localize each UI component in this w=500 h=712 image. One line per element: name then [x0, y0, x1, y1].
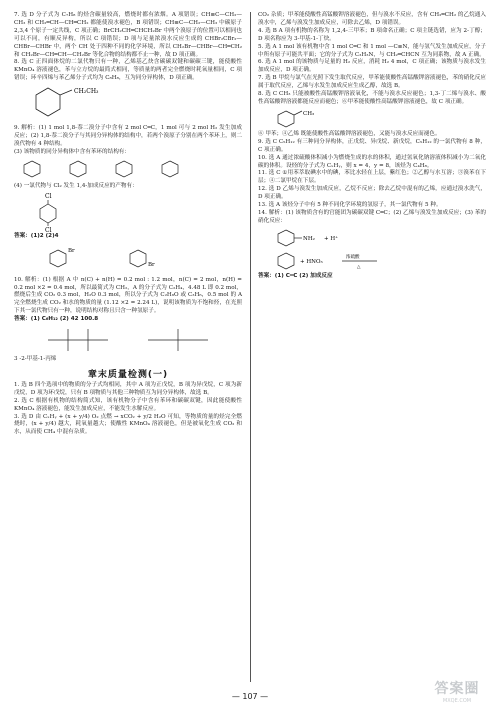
test-answer-8: 8. 选 C CH₃ 只能被酸性高锰酸钾溶液氧化，不能与溴水反应褪色；1,3-丁二烯与溴水、酸性高锰酸钾溶液都能反应而褪色；⑥甲苯能使酸性高锰酸钾溶液褪色，故 C 项正确。	[258, 91, 486, 105]
bromine-label: Br	[68, 247, 75, 254]
nitration-figure	[272, 250, 492, 272]
catalyst-label: 浓硫酸	[346, 254, 360, 260]
toluene-structure	[272, 108, 486, 130]
chlorine-label: Cl	[45, 226, 52, 232]
amine-label: NH₂	[303, 235, 315, 242]
page	[14, 12, 486, 684]
dichloro-figure	[28, 192, 88, 232]
section-title: 章末质量检测(一)	[87, 369, 169, 380]
chlorine-label: Cl	[45, 192, 52, 200]
test-answer-1: 1. 选 B 四个选项中的物质的分子式均相同，其中 A 项为正戊烷，B 项为异戊烷，C 项为新戊烷，D 项为环戊烷，只有 B 项物质与其他三种物质互为同分异构体，故选 B。	[14, 381, 242, 396]
answer-10: 10. 解析：(1) 根据 A 中 n(C) + n(H) = 0.2 mol : 1.2 mol，n(C) = 2 mol，n(H) = 0.2 mol ×2 = 0.4 mol，所以最简式为 CH₂，A 的分子式为 C₂H₄，4.48 L 即 0.2 mol，燃烧后生成 CO₂ 0.3 mol，H₂O 0.3 mol，所以分子式为 C₂H₆O 或 C₃H₆，0.5 mol 的 A 完全燃烧生成 CO₂ 和水的物质的量 (1.12 ×2 = 2.24 L)，说明该物质为不饱和烃，在光照下其一氯代物只有一种，说明结构对称且只含一种氢原子。	[14, 276, 242, 315]
isomer-structures	[18, 158, 242, 182]
test-answer-6: 6. 选 A 1 mol 的该物质与足量的 H₂ 反应，消耗 H₂ 4 mol，C 项正确；该物质与溴水发生加成反应，D 项正确。	[258, 59, 486, 74]
nitration-equation	[272, 250, 486, 272]
test-answer-9: 9. 选 C C₅H₁₂ 有三种同分异构体，正戊烷、异戊烷、新戊烷，C₅H₁₂ 的一氯代物有 8 种，C 项正确。	[258, 138, 486, 153]
watermark-url: MXQE.COM	[442, 698, 472, 704]
answer-9-part3: (3) 该物质的同分异构体中含有苯环的结构有：	[14, 148, 130, 155]
left-column	[14, 12, 242, 437]
aniline-structure	[272, 227, 486, 249]
answer-14-text: 答案：(1) C═C (2) 加成反应	[258, 272, 333, 279]
test-answer-14: 14. 解析：(1) 该物质含有的官能团为碳碳双键 C═C；(2) 乙烯与溴发生加成反应；(3) 苯的硝化反应：	[258, 209, 486, 224]
answer-9-part4: (4) 一氯代物与 Cl₂ 发生 1,4-加成反应的产物有：	[14, 182, 138, 189]
test-answer-7: 7. 选 B 甲烷与氯气在光照下发生取代反应，甲苯能使酸性高锰酸钾溶液褪色，苯的硝化反应属于取代反应，乙烯与水发生加成反应生成乙醇，故选 B。	[258, 75, 486, 90]
answer-14-key	[258, 273, 486, 281]
answer-10-key	[14, 316, 242, 324]
substituent-label: CH₂CH₃	[74, 88, 99, 96]
test-answer-12: 12. 选 D 乙烯与溴发生加成反应，乙烷不反应；除去乙烷中混有的乙烯，应通过溴水洗气，D 项正确。	[258, 186, 486, 201]
styrene-figure	[28, 84, 108, 118]
test-answer-13: 13. 选 A 该烃分子中有 5 种不同化学环境的氢原子，其一氯代物有 5 种。	[258, 202, 442, 209]
bromo-figures	[18, 242, 228, 276]
branched-alkane-structure	[28, 325, 242, 355]
column-divider	[250, 12, 251, 682]
alkane-figure	[28, 325, 228, 355]
test-answer-8-b: ⑥ 甲苯；④乙烯 既能使酸性高锰酸钾溶液褪色，又能与溴水反应而褪色。	[258, 130, 441, 137]
test-answer-10: 10. 选 A 通过浓硫酸体积减小为燃烧生成的水的体积，通过氢氧化钠溶液体积减小为二氧化碳的体积。设烃的分子式为 CₓHᵧ，则 x = 4，y = 8，该烃为 C₄H₈。	[258, 154, 486, 169]
answer-8: 8. 选 C 正四面体烷的二氯代物只有一种，乙烯基乙炔含碳碳双键和碳碳三键，能使酸性 KMnO₄ 溶液褪色，苯与立方烷的最简式相同，等质量的两者完全燃烧时耗氧量相同，C 项错误；环辛四烯与苯乙烯分子式均为 C₈H₈，互为同分异构体，D 项正确。	[14, 59, 242, 82]
bromo-structures	[18, 242, 242, 276]
dichloro-structure	[28, 192, 242, 232]
right-column	[258, 12, 486, 281]
aniline-figure	[272, 227, 472, 249]
test-answer-2: 2. 选 C 根据有机物的结构简式知，该有机物分子中含有苯环和碳碳双键，因此能使酸性 KMnO₄ 溶液褪色，能发生加成反应，不能发生水解反应。	[14, 397, 242, 412]
reagent-label: + HNO₃	[300, 258, 323, 265]
proton-label: + H⁺	[324, 235, 339, 242]
page-number: — 107 —	[231, 692, 269, 701]
bromine-label: Br	[148, 261, 155, 268]
answer-9: 9. 解析：(1) 1 mol 1,8-萘二溴分子中含有 2 mol C═C，1 mol 可与 2 mol H₂ 发生加成反应；(2) 1,8-萘二溴分子与其同分异构体的结构中，若两个溴原子分别在两个苯环上，则二溴代物有 4 种结构。	[14, 125, 242, 147]
watermark-logo	[422, 676, 492, 706]
test-answer-3-cont: CO₂ 杂质；甲苯能使酸性高锰酸钾溶液褪色，但与溴水不反应，含有 CH₂═CH₂ 的乙烷通入溴水中，乙烯与溴发生加成反应，可除去乙烯，D 项错误。	[258, 12, 486, 26]
toluene-figure	[272, 108, 352, 130]
heat-label: △	[357, 264, 361, 270]
watermark-text: 答案圈	[434, 681, 480, 697]
answer-10-text: 答案：(1) C₆H₁₂ (2) 42 100.8	[14, 316, 99, 323]
styrene-structure	[28, 84, 242, 124]
methyl-label: CH₃	[303, 110, 315, 117]
isomer-figures	[18, 158, 228, 180]
test-answer-3: 3. 选 D 由 CₓHᵧ + (x + y/4) O₂ 点燃 → xCO₂ + y/2 H₂O 可知，等物质的量的烃完全燃烧时，(x + y/4) 越大，耗氧量越大；使酸性 KMnO₄ 溶液褪色，但是被氧化生成 CO₂ 和水，从而使 CH₄ 中混有杂质。	[14, 413, 242, 436]
answer-7: 7. 选 D 分子式为 C₇H₈ 的烃含碳量较高，燃烧时都有浓烟。A 项错误；CH≡C—CH₂—CH₃ 和 CH₂═CH—CH═CH₂ 都能使溴水褪色，B 项错误；CH≡C—CH₂—CH₃ 中碳原子 2,3,4 个原子一定共线，C 项正确；BrCH₂CH═CHCH₂Br 中两个溴原子的位置可以相同也可以不同，有顺反异构，所以 C 项错误；D 项与足量浓溴水反应生成的 CHBr₂CBr₂—CHBr—CHBr 中，两个 CH 处于四种不同的化学环境，所以 CH₂Br—CHBr—CH═CH₂ 和 CH₂Br—CH═CH—CH₂Br 等化合物的结构都不止一种，故 D 项正确。	[14, 12, 242, 58]
test-answer-5: 5. 选 A 1 mol 该有机物中含 1 mol C═C 和 1 mol —C≡N，能与氢气发生加成反应，分子中所有原子可能共平面；它的分子式为 C₃H₃N，与 CH₂═CHCN 互为同系物，故 A 正确。	[258, 43, 486, 58]
answer-9-text: 答案：(1)2 (2)4	[14, 232, 59, 239]
answer-10-part4: 3 -2-甲基-1-丙烯	[14, 356, 57, 363]
test-answer-11: 11. 选 C ①用苯萃取碘水中的碘，苯比水轻在上层，紫红色；②乙醇与水互溶；③溴苯在下层；④二氯甲烷在下层。	[258, 170, 486, 185]
answer-9-key	[14, 233, 242, 241]
test-answer-4: 4. 选 B A 项有机物的名称为 1,2,4-三甲苯；B 项命名正确；C 项主链选错，应为 2-丁醇；D 项名称应为 3-甲基-1-丁炔。	[258, 27, 486, 42]
